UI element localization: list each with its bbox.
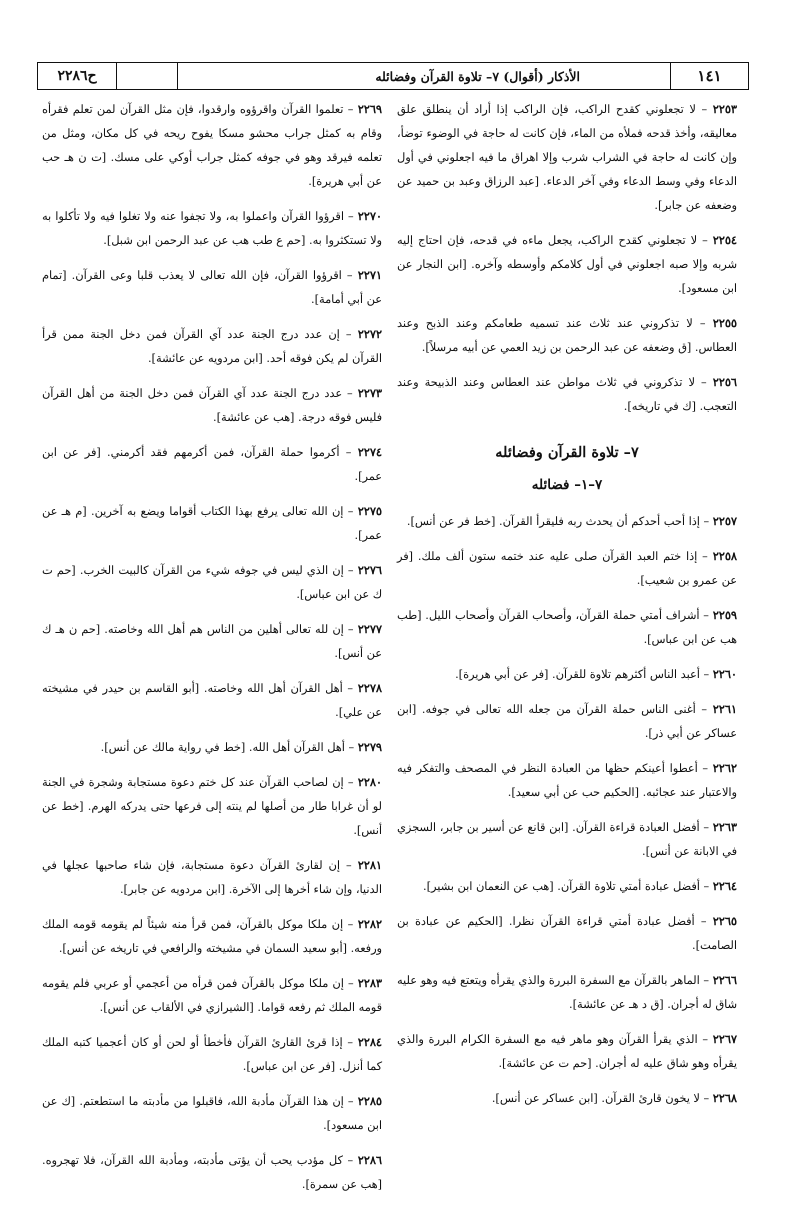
hadith-entry [42, 617, 382, 666]
hadith-number: ٢٢٥٩ [712, 608, 738, 622]
hadith-number: ٢٢٥٦ [712, 375, 738, 389]
hadith-entry [42, 499, 382, 548]
hadith-text: – إن لله تعالى أهلين من الناس هم أهل الله وخاصته. [حم ن هـ ك عن أنس]. [42, 623, 382, 660]
hadith-entry [397, 1086, 737, 1111]
hadith-number: ٢٢٦٩ [357, 102, 383, 116]
right-column [397, 97, 737, 1121]
hadith-text: – إذا قرئ القارئ القرآن فأخطأ أو لحن أو كان أعجميا كتبه الملك كما أنزل. [فر عن ابن عباس]. [42, 1036, 382, 1073]
hadith-number: ٢٢٨٥ [357, 1094, 382, 1108]
hadith-text: – اقرؤوا القرآن، فإن الله تعالى لا يعذب قلبا وعى القرآن. [تمام عن أبي أمامة]. [42, 269, 382, 306]
hadith-number: ٢٢٦٥ [712, 914, 737, 928]
hadith-text: – إن لقارئ القرآن دعوة مستجابة، فإن شاء صاحبها عجلها في الدنيا، وإن شاء أخرها إلى الآخرة. [ابن مردويه عن جابر]. [42, 859, 382, 896]
hadith-entry [397, 228, 737, 301]
hadith-number: ٢٢٨١ [357, 858, 383, 872]
hadith-text: – أهل القرآن أهل الله. [خط في رواية مالك عن أنس]. [100, 741, 355, 754]
hadith-text: – أهل القرآن أهل الله وخاصته. [أبو القاسم بن حيدر في مشيخته عن علي]. [42, 682, 382, 719]
hadith-number: ٢٢٨٦ [357, 1153, 383, 1167]
page-number: ١٤١ [670, 63, 748, 89]
hadith-text: – أفضل عبادة أمتي قراءة القرآن نظرا. [الحكيم عن عبادة بن الصامت]. [397, 915, 737, 952]
hadith-entry [397, 909, 737, 958]
hadith-entry [397, 756, 737, 805]
hadith-number: ٢٢٧٦ [357, 563, 383, 577]
hadith-text: – أكرموا حملة القرآن، فمن أكرمهم فقد أكرمني. [فر عن ابن عمر]. [42, 446, 382, 483]
hadith-text: – إن لصاحب القرآن عند كل ختم دعوة مستجابة وشجرة في الجنة لو أن غرابا طار من أصلها لم ينته إلى فرعها حتى يدركه الهرم. [خط عن أنس]. [42, 776, 382, 837]
hadith-number: ٢٢٥٨ [712, 549, 737, 563]
hadith-text: – أفضل العبادة قراءة القرآن. [ابن قانع عن أسير بن جابر، السجزي في الابانة عن أنس]. [397, 821, 737, 858]
header-spacer [116, 63, 178, 89]
hadith-number: ٢٢٧٢ [357, 327, 382, 341]
hadith-number: ٢٢٧١ [357, 268, 382, 282]
hadith-number: ٢٢٧٨ [357, 681, 383, 695]
hadith-entry [42, 322, 382, 371]
section-title: ٧– تلاوة القرآن وفضائله [495, 444, 639, 461]
hadith-entry [42, 853, 382, 902]
running-header [37, 62, 749, 90]
hadith-entry [42, 735, 382, 760]
hadith-number: ٢٢٦٧ [712, 1032, 737, 1046]
hadith-entry [42, 1030, 382, 1079]
hadith-text: – إذا أحب أحدكم أن يحدث ربه فليقرأ القرآن. [خط فر عن أنس]. [406, 515, 710, 528]
hadith-text: – الذي يقرأ القرآن وهو ماهر فيه مع السفرة الكرام البررة والذي يقرأه وهو شاق عليه له أجران. [حم ت عن عائشة]. [397, 1033, 737, 1070]
hadith-text: – لا تذكروني عند ثلاث عند تسميه طعامكم وعند الذبح وعند العطاس. [ق وضعفه عن عبد الرحمن بن زيد العمي عن أبيه مرسلاً]. [397, 317, 737, 354]
hadith-entry [397, 311, 737, 360]
hadith-entry [42, 971, 382, 1020]
hadith-text: – لا يخون قارئ القرآن. [ابن عساكر عن أنس]. [491, 1092, 710, 1105]
hadith-text: – لا تجعلوني كقدح الراكب، يجعل ماءه في قدحه، فإن احتاج إليه شربه وإلا صبه اجعلوني في أول كلامكم وأوسطه وآخره. [ابن النجار عن ابن مسعود]. [397, 234, 737, 295]
hadith-entry [397, 815, 737, 864]
hadith-entry [397, 370, 737, 419]
hadith-entry [397, 97, 737, 218]
hadith-entry [42, 770, 382, 843]
header-title: الأذكار (أقوال) ٧– تلاوة القرآن وفضائله [375, 68, 580, 84]
hadith-entry [42, 204, 382, 253]
hadith-number: ٢٢٥٥ [712, 316, 737, 330]
hadith-entry [397, 968, 737, 1017]
hadith-entry [397, 544, 737, 593]
header-hadith-range: ح٢٢٨٦ [57, 68, 97, 84]
hadith-number: ٢٢٥٤ [712, 233, 737, 247]
hadith-entry [42, 381, 382, 430]
hadith-number: ٢٢٧٥ [357, 504, 382, 518]
hadith-entry [397, 509, 737, 534]
hadith-text: – الماهر بالقرآن مع السفرة البررة والذي يقرأه ويتعتع فيه وهو عليه شاق له أجران. [ق د هـ عن عائشة]. [397, 974, 737, 1011]
hadith-entry [397, 603, 737, 652]
hadith-number: ٢٢٦٨ [712, 1091, 737, 1105]
hadith-number: ٢٢٨٠ [357, 775, 383, 789]
hadith-number: ٢٢٨٤ [357, 1035, 382, 1049]
left-column [42, 97, 382, 1207]
hadith-number: ٢٢٦٣ [712, 820, 737, 834]
hadith-entry [397, 697, 737, 746]
hadith-entry [397, 662, 737, 687]
hadith-text: – إن الذي ليس في جوفه شيء من القرآن كالبيت الخرب. [حم ت ك عن ابن عباس]. [42, 564, 382, 601]
hadith-number: ٢٢٦٤ [712, 879, 737, 893]
hadith-number: ٢٢٧٣ [357, 386, 382, 400]
hadith-entry [42, 676, 382, 725]
hadith-text: – إن ملكا موكل بالقرآن فمن قرأه من أعجمي أو عربي فلم يقومه قومه الملك ثم رفعه قواما. [الشيرازي في الألقاب عن أنس]. [42, 977, 382, 1014]
hadith-entry [397, 874, 737, 899]
subsection-title: ٧–١– فضائله [531, 477, 603, 493]
hadith-text: – كل مؤدب يحب أن يؤتى مأدبته، ومأدبة الله القرآن، فلا تهجروه. [هب عن سمرة]. [42, 1154, 382, 1191]
hadith-entry [42, 440, 382, 489]
hadith-number: ٢٢٦٦ [712, 973, 737, 987]
hadith-entry [397, 1027, 737, 1076]
hadith-number: ٢٢٧٧ [357, 622, 382, 636]
hadith-number: ٢٢٦١ [712, 702, 738, 716]
hadith-text: – إن عدد درج الجنة عدد آي القرآن فمن دخل الجنة ممن قرأ القرآن لم يكن فوقه أحد. [ابن مردويه عن عائشة]. [42, 328, 382, 365]
hadith-number: ٢٢٨٢ [357, 917, 382, 931]
hadith-text: – تعلموا القرآن واقرؤوه وارقدوا، فإن مثل القرآن لمن تعلم فقرأه وقام به كمثل جراب محشو مسكا يفوح ريحه في كل مكان، ومثل من تعلمه فيرقد وهو في جوفه كمثل جراب أوكي على مسك. [ت ن هـ حب عن أبي هريرة]. [42, 103, 382, 188]
hadith-number: ٢٢٦٢ [712, 761, 738, 775]
hadith-entry [42, 1089, 382, 1138]
hadith-number: ٢٢٦٠ [712, 667, 737, 681]
hadith-number: ٢٢٥٣ [712, 102, 737, 116]
hadith-entry [42, 97, 382, 194]
hadith-text: – عدد درج الجنة عدد آي القرآن فمن دخل الجنة من أهل القرآن فليس فوقه درجة. [هب عن عائشة]. [42, 387, 382, 424]
hadith-text: – إن ملكا موكل بالقرآن، فمن قرأ منه شيئاً لم يقومه قومه الملك ورفعه. [أبو سعيد السمان في مشيخته والرافعي في تاريخه عن أنس]. [42, 918, 382, 955]
hadith-number: ٢٢٥٧ [712, 514, 737, 528]
hadith-number: ٢٢٨٣ [357, 976, 382, 990]
hadith-entry [42, 263, 382, 312]
hadith-text: – أشراف أمتي حملة القرآن، وأصحاب القرآن وأصحاب الليل. [طب هب عن ابن عباس]. [397, 609, 737, 646]
hadith-number: ٢٢٧٩ [357, 740, 382, 754]
hadith-entry [42, 1148, 382, 1197]
hadith-text: – أعطوا أعينكم حظها من العبادة النظر في المصحف والتفكر فيه والاعتبار عند عجائبه. [الحكيم حب عن أبي سعيد]. [397, 762, 737, 799]
hadith-text: – لا تجعلوني كقدح الراكب، فإن الراكب إذا أراد أن ينطلق علق معاليقه، وأخذ قدحه فملأه من الماء، فإن كانت له حاجة في الوضوء توضأ، وإن كانت له حاجة في الشراب شرب وإلا اهراق ما فيه اجعلوني في أول الدعاء وفي وسط الدعاء وفي آخر الدعاء. [عبد الرزاق وعبد بن حميد عن وضعفه عن جابر]. [397, 103, 737, 212]
hadith-text: – أغنى الناس حملة القرآن من جعله الله تعالى في جوفه. [ابن عساكر عن أبي ذر]. [397, 703, 737, 740]
hadith-number: ٢٢٧٤ [357, 445, 383, 459]
hadith-text: – إذا ختم العبد القرآن صلى عليه عند ختمه ستون ألف ملك. [فر عن عمرو بن شعيب]. [397, 550, 737, 587]
hadith-text: – إن الله تعالى يرفع بهذا الكتاب أقواما ويضع به آخرين. [م هـ عن عمر]. [42, 505, 382, 542]
hadith-text: – لا تذكروني في ثلاث مواطن عند العطاس وعند الذبيحة وعند التعجب. [ك في تاريخه]. [397, 376, 737, 413]
hadith-text: – اقرؤوا القرآن واعملوا به، ولا تجفوا عنه ولا تغلوا فيه ولا تأكلوا به ولا تستكثروا به. [حم ع طب هب عن عبد الرحمن ابن شبل]. [42, 210, 382, 247]
hadith-number: ٢٢٧٠ [357, 209, 383, 223]
hadith-text: – إن هذا القرآن مأدبة الله، فاقبلوا من مأدبته ما استطعتم. [ك عن ابن مسعود]. [42, 1095, 382, 1132]
hadith-text: – أعبد الناس أكثرهم تلاوة للقرآن. [فر عن أبي هريرة]. [455, 668, 710, 681]
hadith-entry [42, 558, 382, 607]
hadith-entry [42, 912, 382, 961]
hadith-text: – أفضل عبادة أمتي تلاوة القرآن. [هب عن النعمان ابن بشير]. [423, 880, 710, 893]
